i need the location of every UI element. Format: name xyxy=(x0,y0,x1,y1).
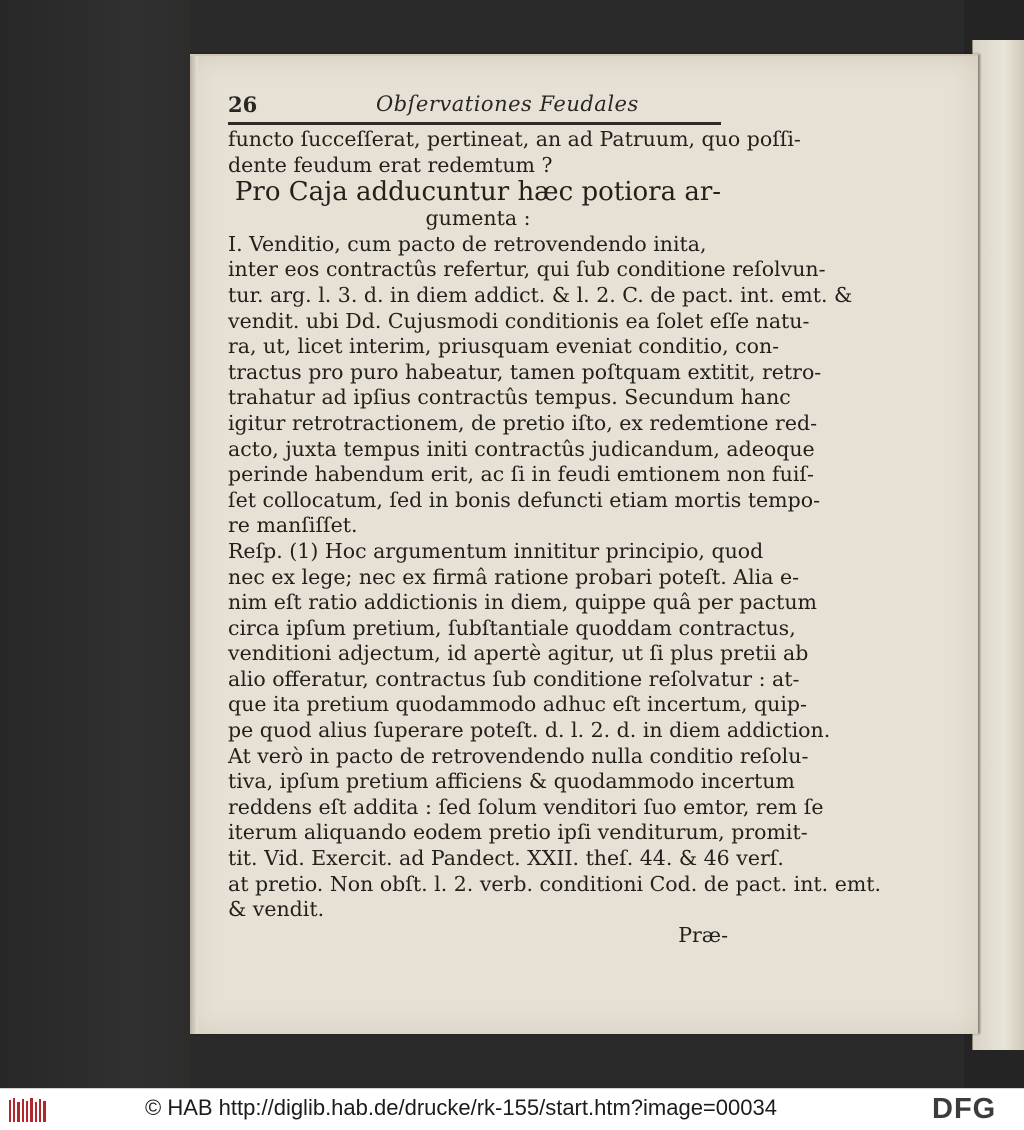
text-line: I. Venditio, cum pacto de retrovendendo inita, xyxy=(228,231,707,256)
text-line: circa ipſum pretium, ſubſtantiale quoddam contractus, xyxy=(228,615,796,640)
text-line: ſet collocatum, ſed in bonis defuncti etiam mortis tempo- xyxy=(228,487,821,512)
page-gutter-shadow xyxy=(190,56,198,1034)
text-line: at pretio. Non obſt. l. 2. verb. conditioni Cod. de pact. int. emt. xyxy=(228,871,882,896)
text-line: tur. arg. l. 3. d. in diem addict. & l. 2. C. de pact. int. emt. & xyxy=(228,282,853,307)
text-line: trahatur ad ipſius contractûs tempus. Secundum hanc xyxy=(228,385,791,410)
section-heading: Pro Caja adducuntur hæc potiora ar- xyxy=(234,177,722,208)
text-line: tractus pro puro habeatur, tamen poſtquam extitit, retro- xyxy=(228,359,822,384)
text-line: & vendit. xyxy=(228,897,325,922)
text-line: acto, juxta tempus initi contractûs judicandum, adeoque xyxy=(228,436,815,461)
text-line: que ita pretium quodammodo adhuc eſt incertum, quip- xyxy=(228,692,807,717)
barcode-logo-icon xyxy=(8,1096,48,1124)
text-line: perinde habendum erit, ac ſi in feudi emtionem non fuiſ- xyxy=(228,462,814,487)
header-rule xyxy=(228,122,721,125)
section-subheading: gumenta : xyxy=(425,206,531,231)
text-line: dente feudum erat redemtum ? xyxy=(228,152,553,177)
text-line: functo ſucceſſerat, pertineat, an ad Patruum, quo poſſi- xyxy=(228,127,801,151)
running-title: Obſervationes Feudales xyxy=(376,92,639,116)
body-text xyxy=(228,231,882,923)
dfg-logo: DFG xyxy=(932,1093,997,1125)
text-line: iterum aliquando eodem pretio ipſi venditurum, promit- xyxy=(228,820,808,845)
adjacent-page-edge xyxy=(972,40,1024,1050)
text-line: vendit. ubi Dd. Cujusmodi conditionis ea ſolet eſſe natu- xyxy=(228,308,810,333)
copyright-url[interactable]: © HAB http://diglib.hab.de/drucke/rk-155/start.htm?image=00034 xyxy=(145,1095,777,1120)
text-line: inter eos contractûs refertur, qui ſub conditione reſolvun- xyxy=(228,257,826,282)
text-line: At verò in pacto de retrovendendo nulla conditio reſolu- xyxy=(228,743,809,768)
text-line: tiva, ipſum pretium afficiens & quodammodo incertum xyxy=(228,769,795,794)
text-line: venditioni adjectum, id apertè agitur, ut ſi plus pretii ab xyxy=(228,641,809,666)
scan-background-left xyxy=(0,0,190,1088)
page-header xyxy=(228,92,728,122)
page-text xyxy=(228,127,882,948)
catchword: Præ- xyxy=(678,922,728,947)
text-line: pe quod alius ſuperare poteſt. d. l. 2. d. in diem addiction. xyxy=(228,718,831,743)
text-line: re manſiſſet. xyxy=(228,513,358,538)
page-number: 26 xyxy=(228,92,258,117)
text-line: Reſp. (1) Hoc argumentum innititur principio, quod xyxy=(228,538,764,563)
text-line: ra, ut, licet interim, priusquam eveniat conditio, con- xyxy=(228,334,780,359)
text-line: tit. Vid. Exercit. ad Pandect. XXII. theſ. 44. & 46 verſ. xyxy=(228,846,784,871)
text-line: alio offeratur, contractus ſub conditione reſolvatur : at- xyxy=(228,666,800,691)
text-line: nec ex lege; nec ex firmâ ratione probari poteſt. Alia e- xyxy=(228,564,799,589)
text-line: nim eſt ratio addictionis in diem, quippe quâ per pactum xyxy=(228,590,817,615)
text-line: reddens eſt addita : ſed ſolum venditori ſuo emtor, rem ſe xyxy=(228,794,824,819)
text-line: igitur retrotractionem, de pretio iſto, ex redemtione red- xyxy=(228,410,818,435)
viewer-footer xyxy=(0,1088,1024,1130)
